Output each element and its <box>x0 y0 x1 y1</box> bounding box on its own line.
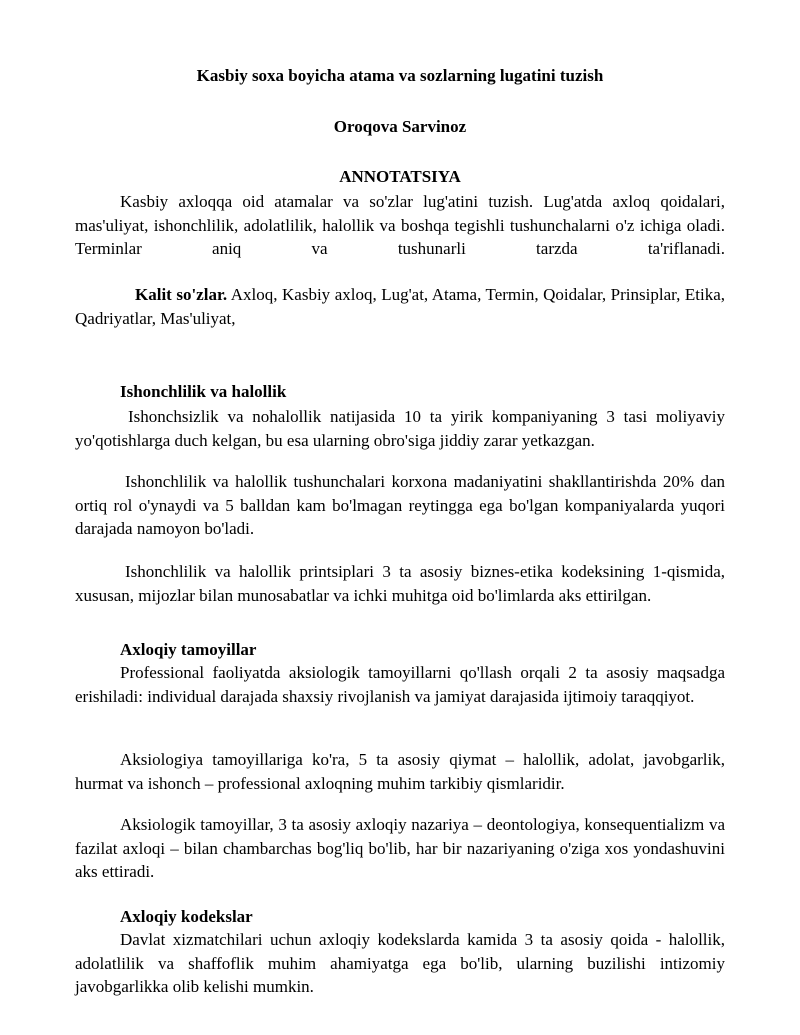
section-paragraph: Ishonchlilik va halollik tushunchalari korxona madaniyatini shakllantirishda 20% dan ortiq rol o'ynaydi va 5 balldan kam bo'lmagan reytingga ega bo'lgan kompaniyalarda yuqori darajada namoyon bo'ladi. <box>75 472 725 538</box>
keywords-label: Kalit so'zlar. <box>135 285 228 304</box>
section-paragraph: Ishonchlilik va halollik printsiplari 3 ta asosiy biznes-etika kodeksining 1-qismida, xususan, mijozlar bilan munosabatlar va ichki muhitga oid bo'limlarda aks ettirilgan. <box>75 562 725 605</box>
section-paragraph: Aksiologik tamoyillar, 3 ta asosiy axloqiy nazariya – deontologiya, konsequentializm va fazilat axloqi – bilan chambarchas bog'liq bo'lib, har bir nazariyaning o'ziga xos yondashuvini aks ettiradi. <box>75 815 725 881</box>
section-heading: Axloqiy kodekslar <box>120 907 253 926</box>
keywords-text: Axloq, Kasbiy axloq, Lug'at, Atama, Termin, Qoidalar, Prinsiplar, Etika, Qadriyatlar, Mas'uliyat, <box>75 285 725 328</box>
section-paragraph: Professional faoliyatda aksiologik tamoyillarni qo'llash orqali 2 ta asosiy maqsadga erishiladi: individual darajada shaxsiy rivojlanish va jamiyat darajasida ijtimoiy taraqqiyot. <box>75 663 725 706</box>
section-paragraph: Aksiologiya tamoyillariga ko'ra, 5 ta asosiy qiymat – halollik, adolat, javobgarlik, hurmat va ishonch – professional axloqning muhim tarkibiy qismlaridir. <box>75 750 725 793</box>
section-heading: Axloqiy tamoyillar <box>120 640 257 659</box>
annotation-paragraph: Kasbiy axloqqa oid atamalar va so'zlar lug'atini tuzish. Lug'atda axloq qoidalari, mas'uliyat, ishonchlilik, adolatlilik, halollik va boshqa tegishli tushunchalarni o'z ichiga oladi. Terminlar aniq va tushunarli tarzda ta'riflanadi. <box>75 192 725 258</box>
keywords-paragraph <box>75 283 725 330</box>
annotation-heading: ANNOTATSIYA <box>339 167 461 186</box>
section-heading: Ishonchlilik va halollik <box>120 382 287 401</box>
section-paragraph: Ishonchsizlik va nohalollik natijasida 10 ta yirik kompaniyaning 3 tasi moliyaviy yo'qotishlarga duch kelgan, bu esa ularning obro'siga jiddiy zarar yetkazgan. <box>75 407 725 450</box>
author-name: Oroqova Sarvinoz <box>333 117 467 136</box>
document-title: Kasbiy soxa boyicha atama va sozlarning lugatini tuzish <box>196 66 604 85</box>
section-paragraph: Davlat xizmatchilari uchun axloqiy kodekslarda kamida 3 ta asosiy qoida - halollik, adolatlilik va shaffoflik muhim ahamiyatga ega bo'lib, ularning buzilishi intizomiy javobgarlikka olib kelishi mumkin. <box>75 930 725 996</box>
